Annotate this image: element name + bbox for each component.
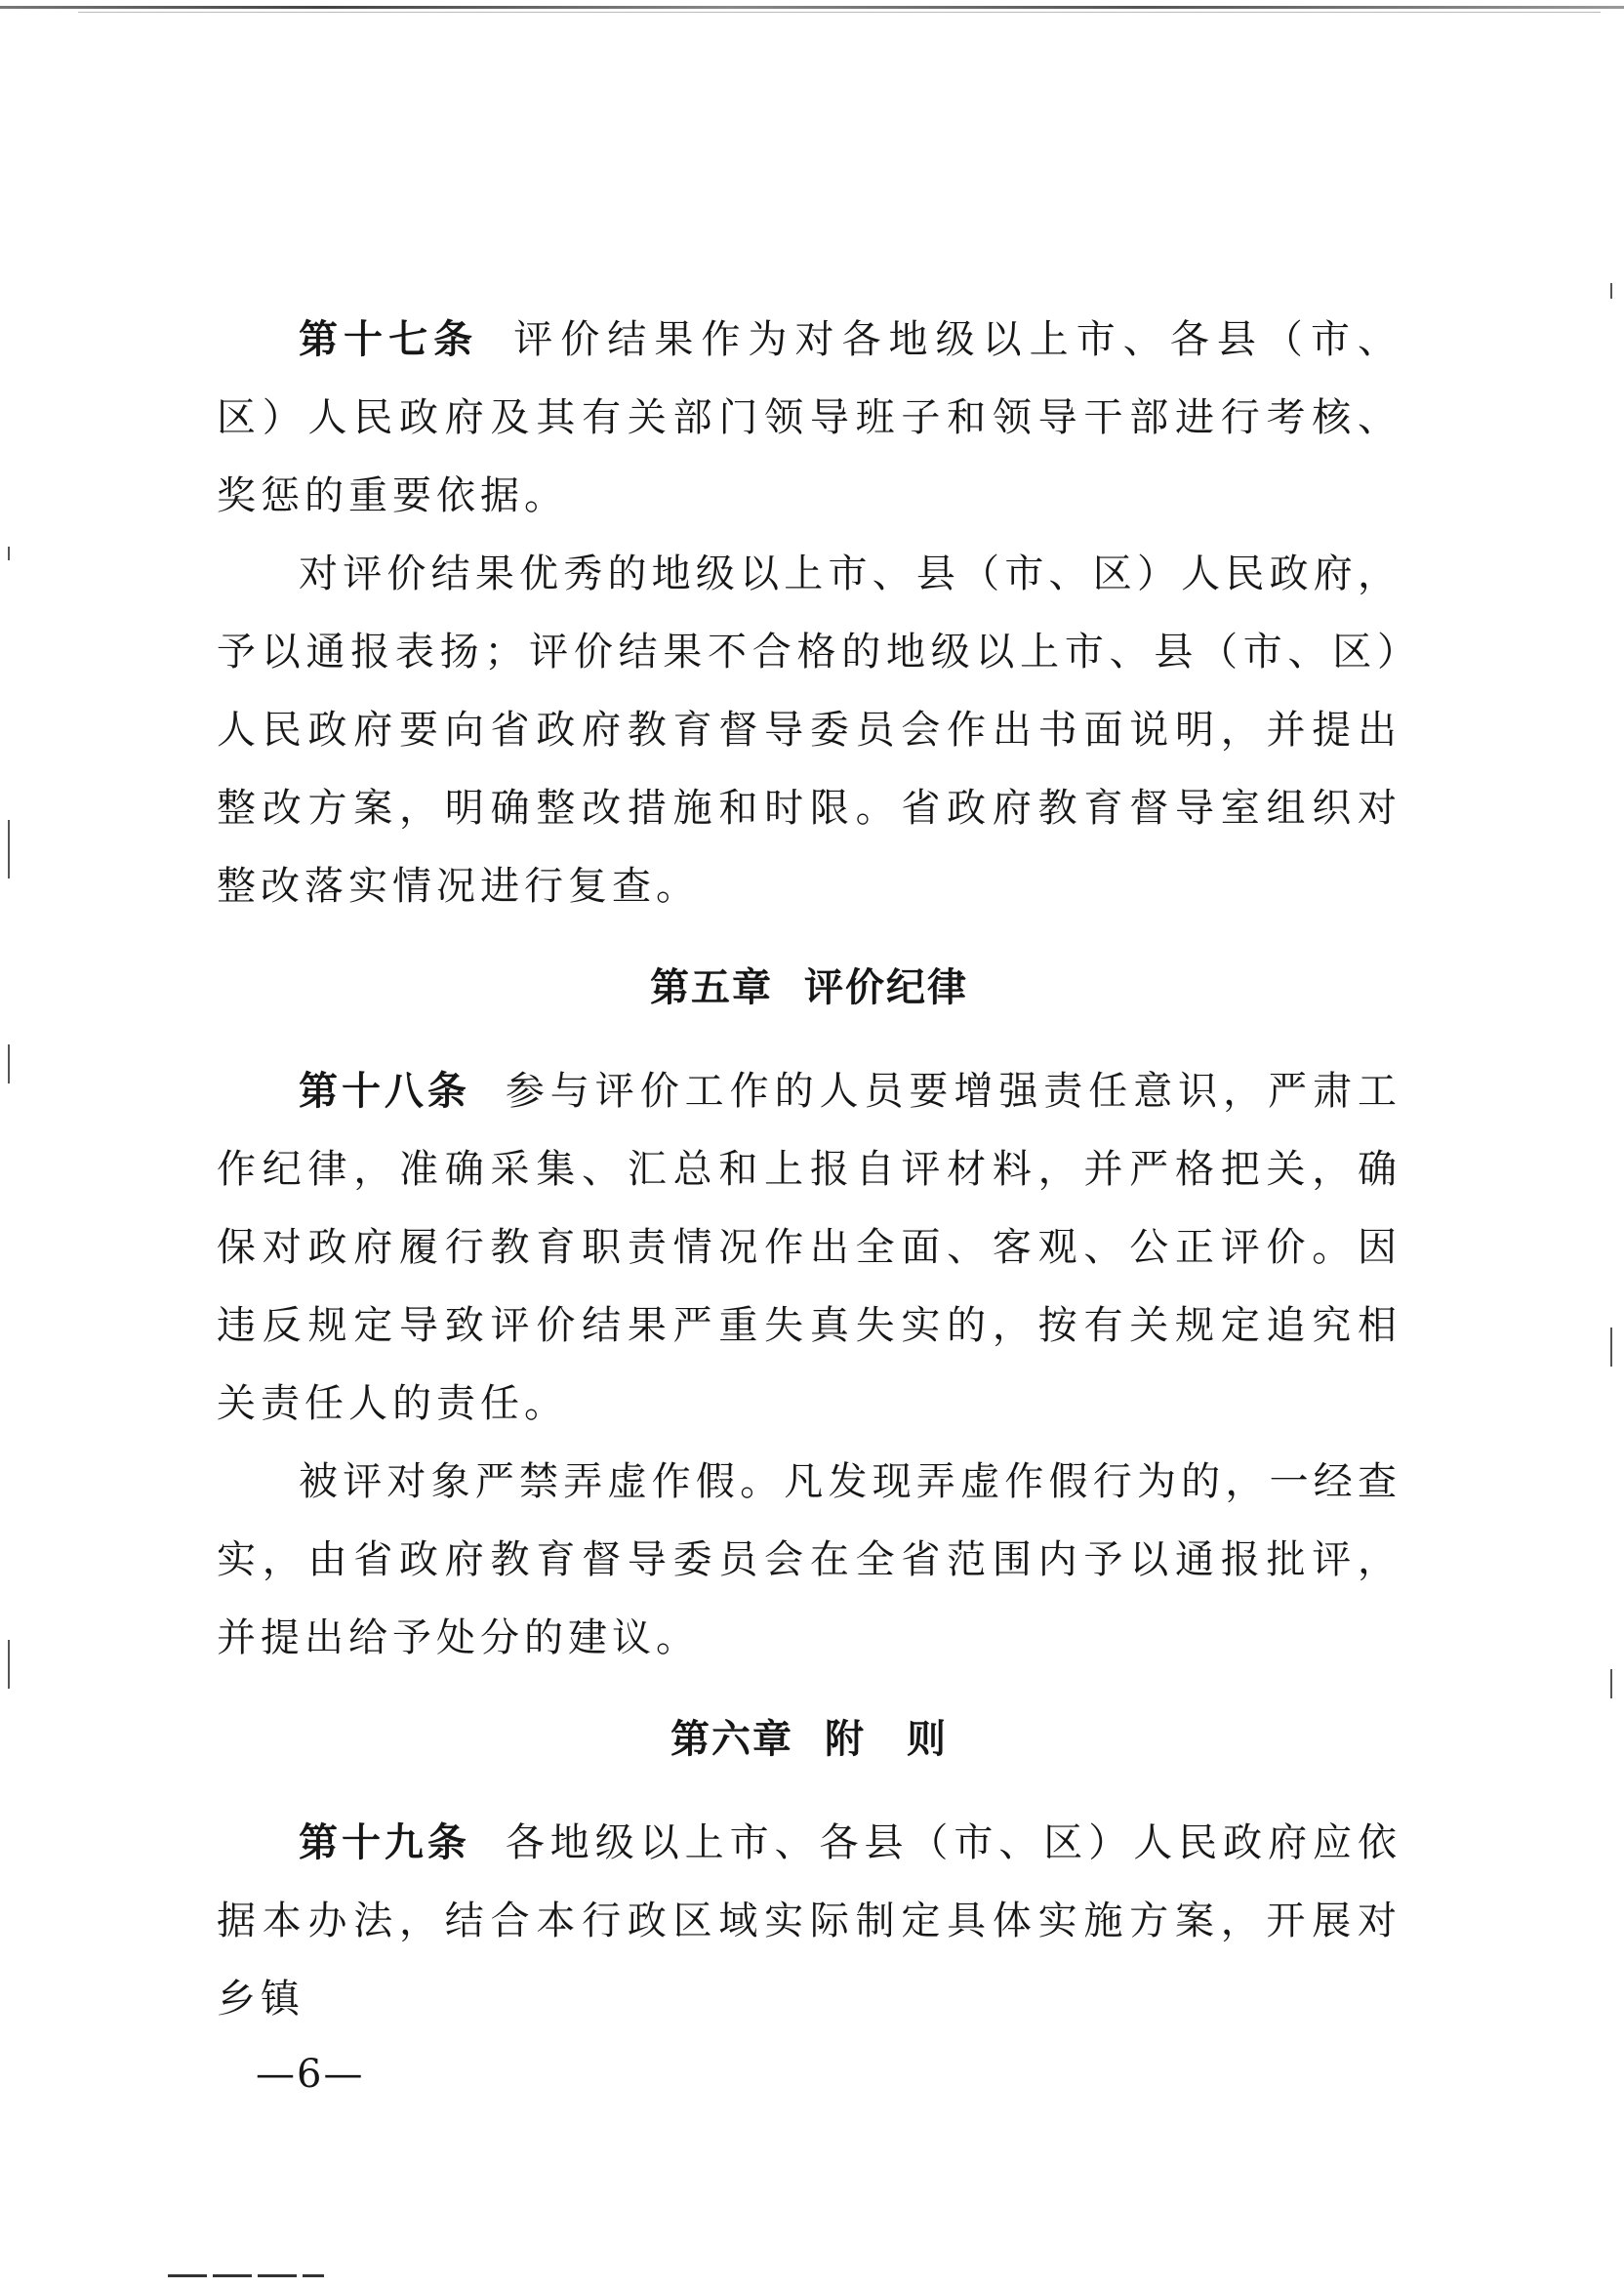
chapter-6-number: 第六章	[670, 1716, 793, 1762]
scan-speck	[8, 547, 10, 560]
scan-border-bottom	[168, 2274, 324, 2277]
page-number: —6—	[256, 2052, 365, 2097]
article-18-paragraph-1	[217, 1052, 1401, 1443]
scan-speck	[8, 1640, 10, 1689]
article-17-paragraph-1	[217, 301, 1401, 535]
article-19-heading: 第十九条	[299, 1819, 470, 1865]
chapter-5-title: 评价纪律	[804, 964, 968, 1010]
article-18-heading: 第十八条	[299, 1068, 470, 1114]
chapter-5-number: 第五章	[650, 964, 773, 1010]
article-19-paragraph-1	[217, 1804, 1401, 2038]
article-17-paragraph-2: 对评价结果优秀的地级以上市、县（市、区）人民政府，予以通报表扬；评价结果不合格的地级以上市、县（市、区）人民政府要向省政府教育督导委员会作出书面说明，并提出整改方案，明确整改措施和时限。省政府教育督导室组织对整改落实情况进行复查。	[217, 552, 1401, 909]
scan-speck	[1610, 1328, 1612, 1367]
scan-speck	[1610, 1669, 1612, 1698]
article-19-text-1: 各地级以上市、各县（市、区）人民政府应依据本办法，结合本行政区域实际制定具体实施方案，开展对乡镇	[217, 1820, 1402, 2022]
document-body	[217, 301, 1401, 2038]
scan-speck	[8, 820, 10, 878]
article-18-text-1: 参与评价工作的人员要增强责任意识，严肃工作纪律，准确采集、汇总和上报自评材料，并严格把关，确保对政府履行教育职责情况作出全面、客观、公正评价。因违反规定导致评价结果严重失真失实的，按有关规定追究相关责任人的责任。	[217, 1069, 1402, 1426]
article-17-text-1: 评价结果作为对各地级以上市、各县（市、区）人民政府及其有关部门领导班子和领导干部进行考核、奖惩的重要依据。	[217, 317, 1402, 518]
chapter-6-title: 附 则	[825, 1716, 948, 1762]
article-18-paragraph-2: 被评对象严禁弄虚作假。凡发现弄虚作假行为的，一经查实，由省政府教育督导委员会在全省范围内予以通报批评，并提出给予处分的建议。	[217, 1459, 1401, 1660]
article-17-heading: 第十七条	[299, 316, 479, 362]
scan-border-line	[78, 12, 1601, 13]
scan-speck	[1610, 283, 1612, 299]
scan-speck	[8, 1044, 10, 1083]
chapter-5-heading	[217, 949, 1401, 1027]
scan-border-top	[0, 6, 1624, 9]
chapter-6-heading	[217, 1700, 1401, 1778]
